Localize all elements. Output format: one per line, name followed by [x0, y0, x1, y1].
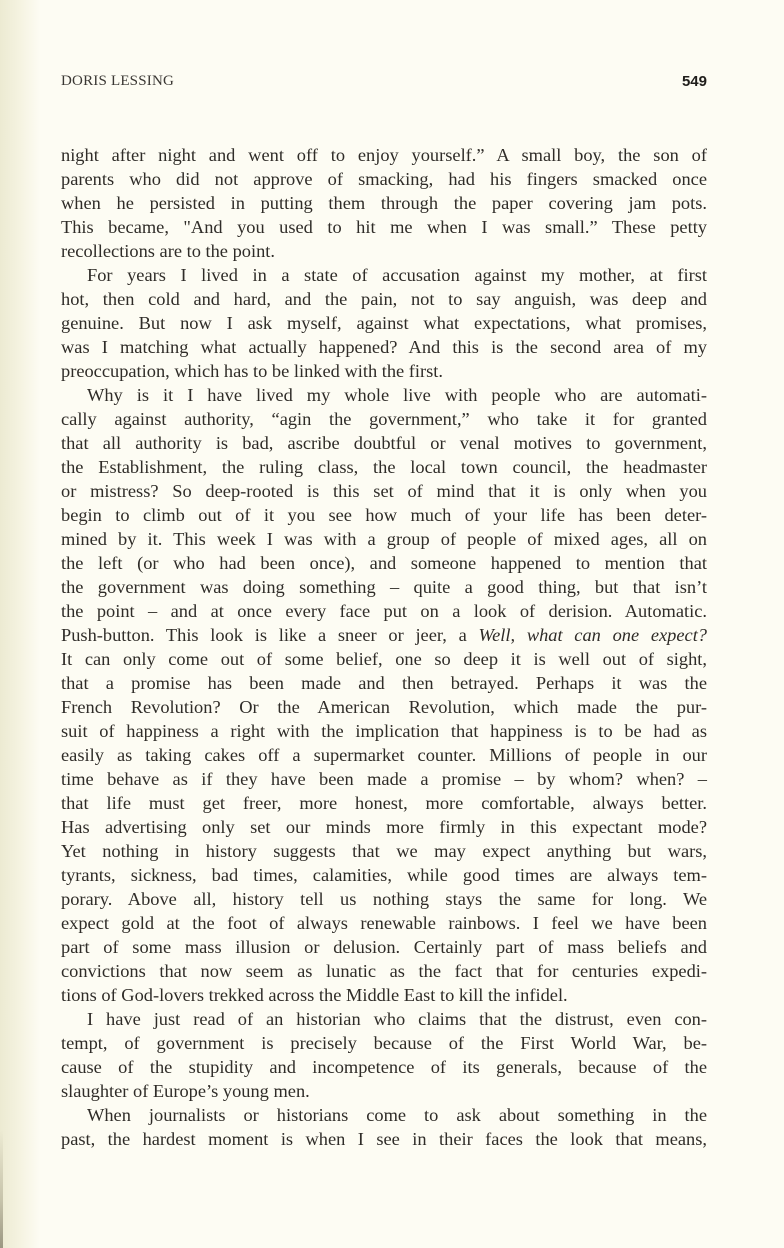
page-number: 549	[681, 73, 707, 90]
text-line: time behave as if they have been made a promise – by whom? when? –	[61, 769, 707, 789]
text-line: tions of God-lovers trekked across the Middle East to kill the infidel.	[61, 985, 568, 1005]
text-line: This became, "And you used to hit me when I was small.” These petty	[61, 217, 707, 237]
text-line: or mistress? So deep-rooted is this set of mind that it is only when you	[61, 481, 707, 501]
text-line: I have just read of an historian who claims that the distrust, even con-	[87, 1009, 707, 1029]
text-line: part of some mass illusion or delusion. Certainly part of mass beliefs and	[61, 937, 707, 957]
page-edge-shadow	[0, 1130, 3, 1248]
text-line: recollections are to the point.	[61, 241, 275, 261]
text-line: hot, then cold and hard, and the pain, not to say anguish, was deep and	[61, 289, 707, 309]
paragraph	[61, 383, 707, 1007]
text-line: slaughter of Europe’s young men.	[61, 1081, 310, 1101]
text-line: When journalists or historians come to ask about something in the	[87, 1105, 707, 1125]
text-line: when he persisted in putting them through the paper covering jam pots.	[61, 193, 707, 213]
paragraph	[61, 143, 707, 263]
running-head-author: DORIS LESSING	[61, 73, 175, 89]
text-line: Yet nothing in history suggests that we may expect anything but wars,	[61, 841, 707, 861]
text-line: the government was doing something – quite a good thing, but that isn’t	[61, 577, 707, 597]
text-line: cause of the stupidity and incompetence of its generals, because of the	[61, 1057, 707, 1077]
text-line: French Revolution? Or the American Revolution, which made the pur-	[61, 697, 707, 717]
text-line: past, the hardest moment is when I see in their faces the look that means,	[61, 1129, 707, 1149]
text-line: tempt, of government is precisely because of the First World War, be-	[61, 1033, 707, 1053]
text-line: the left (or who had been once), and someone happened to mention that	[61, 553, 707, 573]
text-line: porary. Above all, history tell us nothing stays the same for long. We	[61, 889, 707, 909]
text-line: parents who did not approve of smacking, had his fingers smacked once	[61, 169, 707, 189]
body-text	[61, 143, 707, 1151]
text-line: suit of happiness a right with the implication that happiness is to be had as	[61, 721, 707, 741]
text-line: the Establishment, the ruling class, the local town council, the headmaster	[61, 457, 707, 477]
text-line: begin to climb out of it you see how much of your life has been deter-	[61, 505, 707, 525]
text-line: that a promise has been made and then betrayed. Perhaps it was the	[61, 673, 707, 693]
italic-phrase: Well, what can one expect?	[478, 625, 707, 645]
text-line: that all authority is bad, ascribe doubtful or venal motives to government,	[61, 433, 707, 453]
text-line: mined by it. This week I was with a group of people of mixed ages, all on	[61, 529, 707, 549]
paragraph	[61, 1007, 707, 1103]
text-line: cally against authority, “agin the government,” who take it for granted	[61, 409, 707, 429]
text-line: For years I lived in a state of accusation against my mother, at first	[87, 265, 707, 285]
text-line: easily as taking cakes off a supermarket counter. Millions of people in our	[61, 745, 707, 765]
text-line: Why is it I have lived my whole live with people who are automati-	[87, 385, 707, 405]
text-line: It can only come out of some belief, one so deep it is well out of sight,	[61, 649, 707, 669]
paragraph	[61, 1103, 707, 1151]
text-line: convictions that now seem as lunatic as the fact that for centuries expedi-	[61, 961, 707, 981]
running-head	[61, 73, 707, 95]
text-line: the point – and at once every face put on a look of derision. Automatic.	[61, 601, 707, 621]
text-line: that life must get freer, more honest, more comfortable, always better.	[61, 793, 707, 813]
paragraph	[61, 263, 707, 383]
text-line: genuine. But now I ask myself, against what expectations, what promises,	[61, 313, 707, 333]
text-line: night after night and went off to enjoy yourself.” A small boy, the son of	[61, 145, 707, 165]
text-line: tyrants, sickness, bad times, calamities, while good times are always tem-	[61, 865, 707, 885]
page-gutter-shadow	[0, 0, 40, 1248]
text-line-with-italic	[61, 623, 707, 647]
text-segment: Push-button. This look is like a sneer or jeer, a	[61, 625, 479, 645]
text-line: was I matching what actually happened? And this is the second area of my	[61, 337, 707, 357]
text-line: Has advertising only set our minds more firmly in this expectant mode?	[61, 817, 707, 837]
text-line: expect gold at the foot of always renewable rainbows. I feel we have been	[61, 913, 707, 933]
text-line: preoccupation, which has to be linked with the first.	[61, 361, 444, 381]
